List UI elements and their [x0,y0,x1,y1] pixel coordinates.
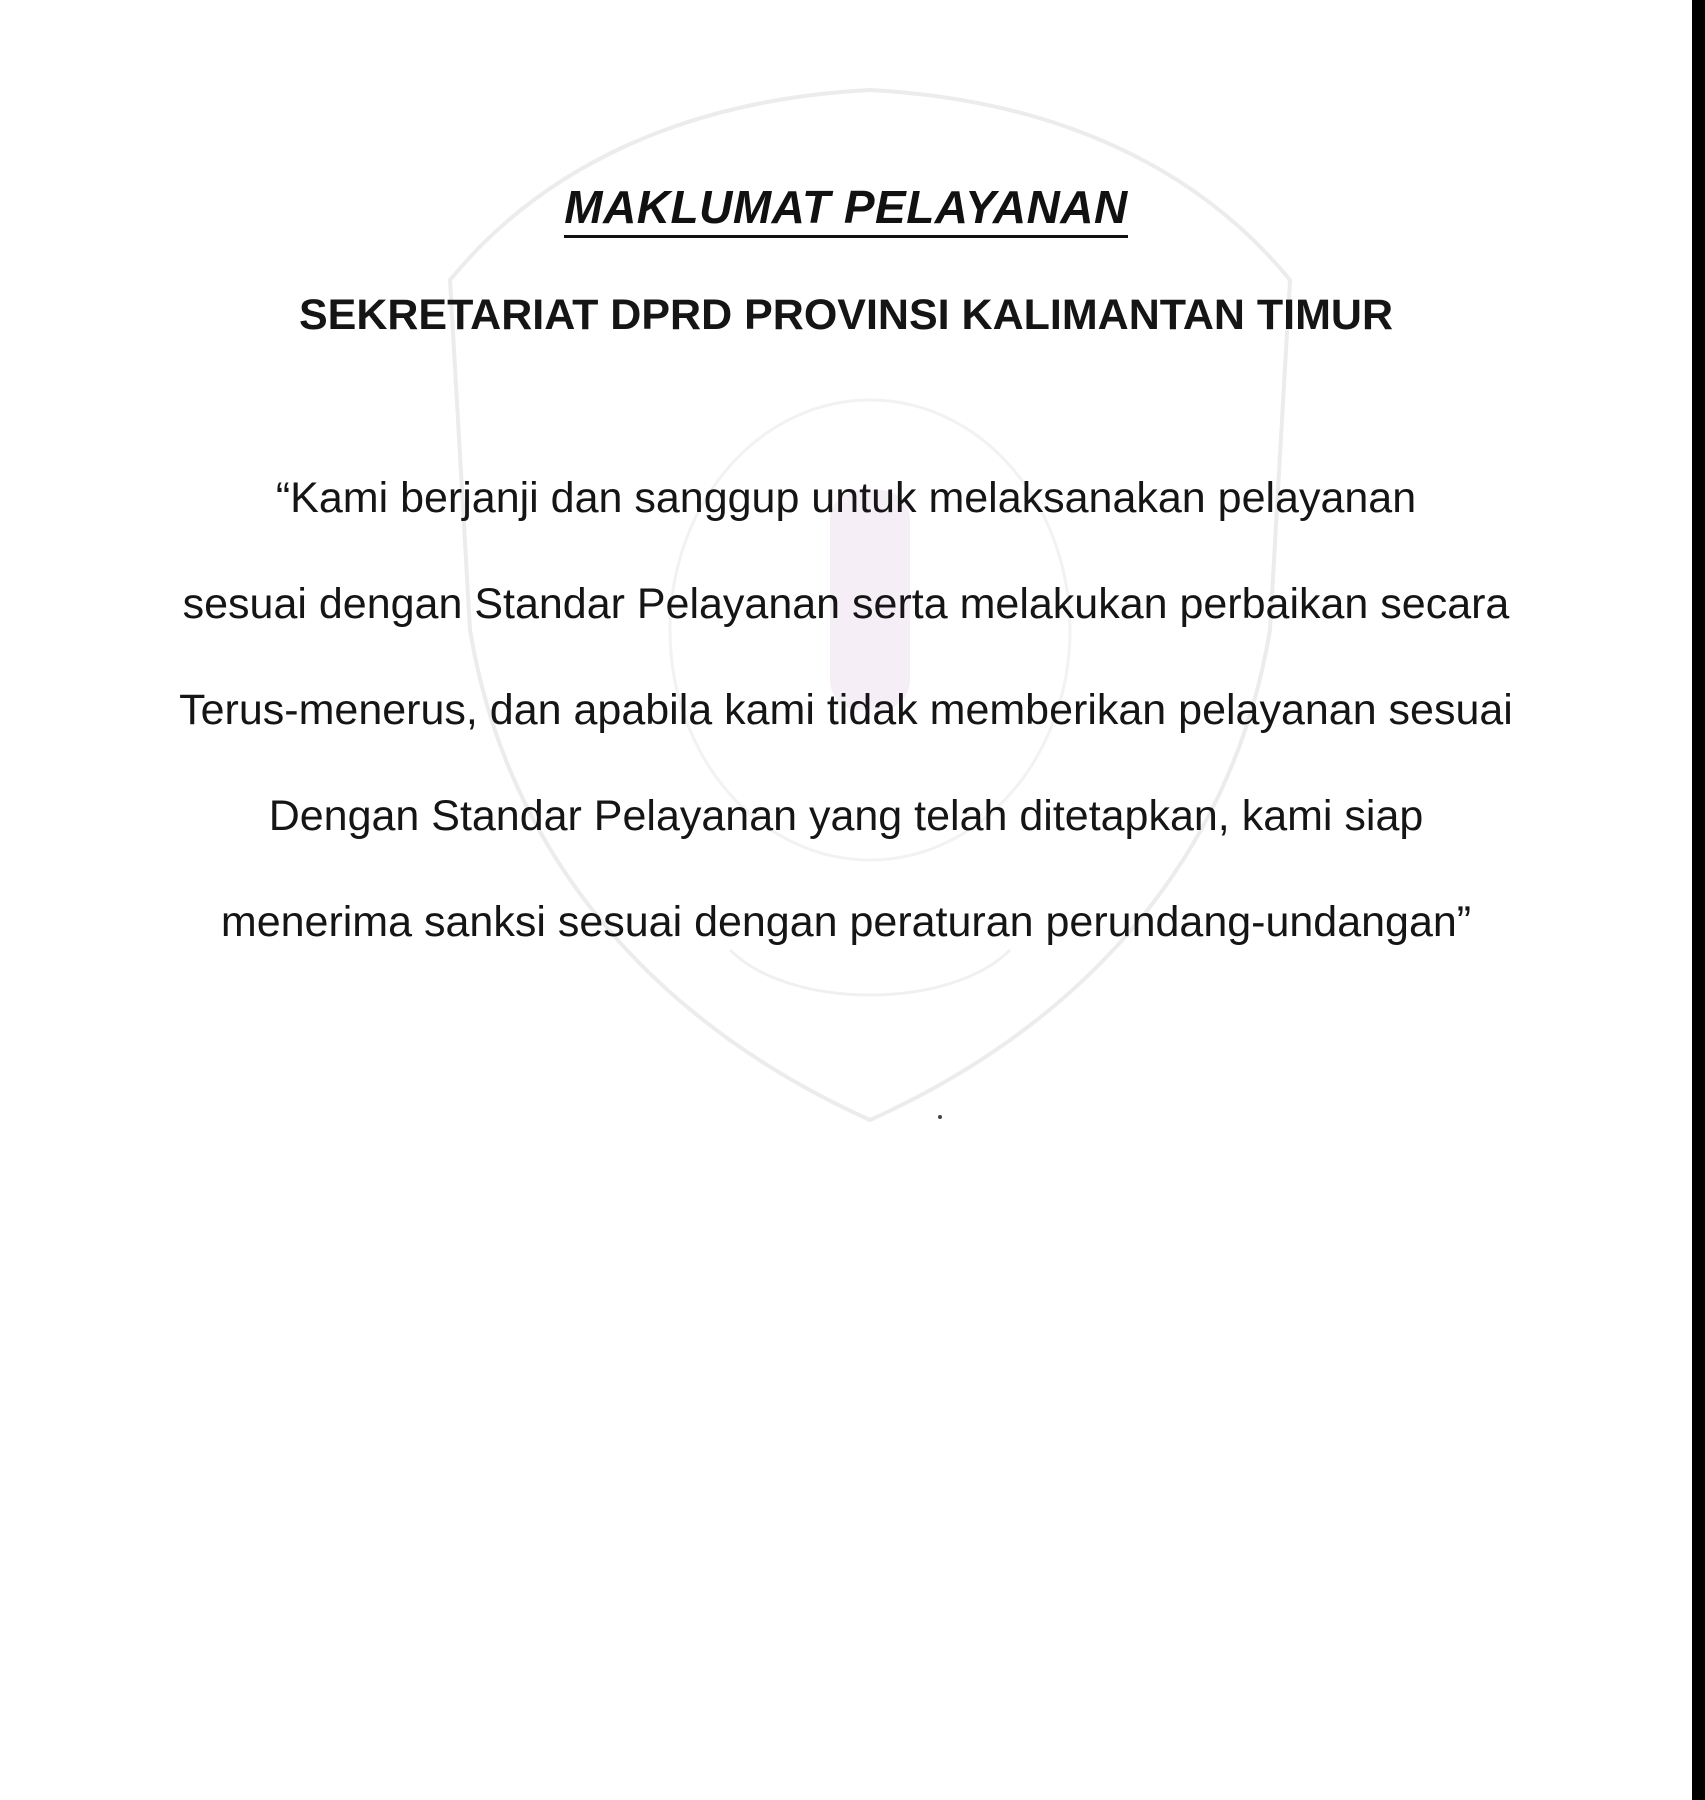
pledge-line: Terus-menerus, dan apabila kami tidak memberikan pelayanan sesuai [179,686,1513,734]
document-title [0,178,1692,236]
pledge-line: “Kami berjanji dan sanggup untuk melaksanakan pelayanan [275,474,1417,522]
pledge-line: sesuai dengan Standar Pelayanan serta melakukan perbaikan secara [182,580,1510,628]
ink-speck [938,1115,942,1119]
document-subtitle: SEKRETARIAT DPRD PROVINSI KALIMANTAN TIMUR [298,291,1394,339]
pledge-paragraph [0,445,1692,975]
pledge-line: menerima sanksi sesuai dengan peraturan perundang-undangan” [220,898,1472,946]
pledge-line: Dengan Standar Pelayanan yang telah ditetapkan, kami siap [268,792,1424,840]
document-title-text: MAKLUMAT PELAYANAN [564,181,1128,238]
